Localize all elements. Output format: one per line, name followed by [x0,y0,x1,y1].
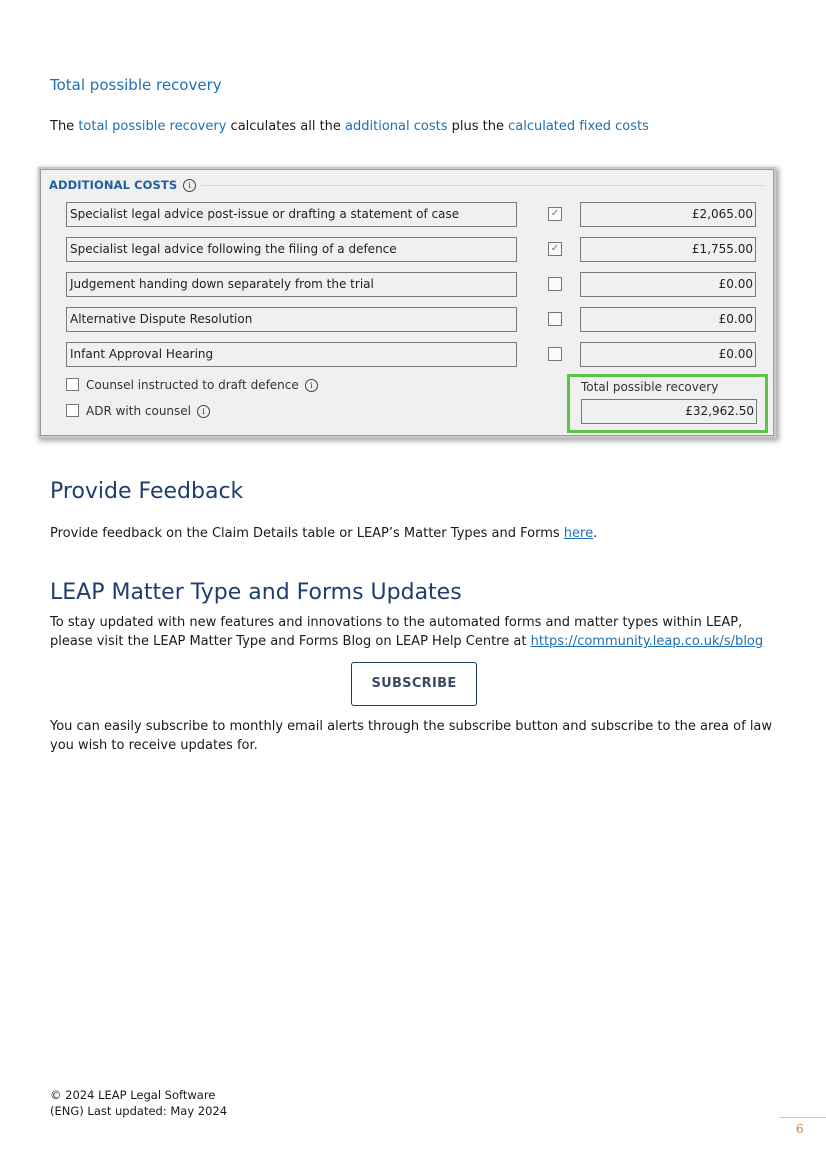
cost-checkbox[interactable] [548,347,562,361]
counsel-draft-defence-option[interactable] [66,378,318,392]
updates-paragraph [50,613,780,651]
cost-description-field[interactable]: Alternative Dispute Resolution [66,307,517,332]
cost-checkbox[interactable] [548,312,562,326]
cost-description-field[interactable]: Infant Approval Hearing [66,342,517,367]
page-number-rule [779,1117,826,1118]
intro-text: calculates all the [226,119,346,134]
cost-description-field[interactable]: Judgement handing down separately from the trial [66,272,517,297]
subscribe-button[interactable]: SUBSCRIBE [351,662,477,706]
feedback-text: Provide feedback on the Claim Details table or LEAP’s Matter Types and Forms [50,526,564,541]
title-divider [201,185,765,186]
feedback-heading: Provide Feedback [50,479,244,504]
total-label: Total possible recovery [581,380,719,394]
intro-paragraph [50,119,649,134]
cost-checkbox[interactable] [548,277,562,291]
feedback-suffix: . [593,526,598,541]
cost-checkbox[interactable]: ✓ [548,242,562,256]
cost-row [66,272,780,297]
updates-heading: LEAP Matter Type and Forms Updates [50,580,462,605]
term-calculated-fixed-costs: calculated fixed costs [508,119,649,134]
panel-title-text: ADDITIONAL COSTS [49,178,178,192]
copyright: © 2024 LEAP Legal Software [50,1088,216,1102]
cost-checkbox[interactable]: ✓ [548,207,562,221]
page-number: 6 [796,1122,804,1136]
cost-amount-field[interactable]: £2,065.00 [580,202,756,227]
additional-costs-panel [40,169,774,436]
total-value-field[interactable]: £32,962.50 [581,399,757,424]
footer [50,1087,227,1119]
feedback-link[interactable]: here [563,526,594,541]
cost-amount-field[interactable]: £1,755.00 [580,237,756,262]
info-icon[interactable]: i [183,179,196,192]
intro-text: The [50,119,79,134]
panel-title [49,178,196,192]
option-label: Counsel instructed to draft defence [86,378,299,392]
cost-row [66,202,780,227]
cost-row [66,307,780,332]
cost-row [66,237,780,262]
term-additional-costs: additional costs [345,119,448,134]
total-possible-recovery-highlight [567,374,768,433]
adr-with-counsel-option[interactable] [66,404,210,418]
subscribe-info-paragraph: You can easily subscribe to monthly email alerts through the subscribe button and subscribe to the area of law you wish to receive updates for. [50,719,773,753]
intro-text: plus the [447,119,509,134]
info-icon[interactable]: i [305,379,318,392]
cost-row [66,342,780,367]
cost-amount-field[interactable]: £0.00 [580,272,756,297]
cost-description-field[interactable]: Specialist legal advice following the filing of a defence [66,237,517,262]
section-subheading: Total possible recovery [50,76,222,94]
term-total-possible-recovery: total possible recovery [78,119,227,134]
checkbox[interactable] [66,404,79,417]
feedback-paragraph [50,524,780,543]
cost-amount-field[interactable]: £0.00 [580,307,756,332]
updates-text: To stay updated with new features and innovations to the automated forms and matter types within LEAP, please visit the LEAP Matter Type and Forms Blog on LEAP Help Centre at [50,615,743,649]
last-updated: (ENG) Last updated: May 2024 [50,1104,228,1118]
checkbox[interactable] [66,378,79,391]
info-icon[interactable]: i [197,405,210,418]
cost-amount-field[interactable]: £0.00 [580,342,756,367]
blog-link[interactable]: https://community.leap.co.uk/s/blog [530,634,764,649]
cost-description-field[interactable]: Specialist legal advice post-issue or drafting a statement of case [66,202,517,227]
option-label: ADR with counsel [86,404,191,418]
